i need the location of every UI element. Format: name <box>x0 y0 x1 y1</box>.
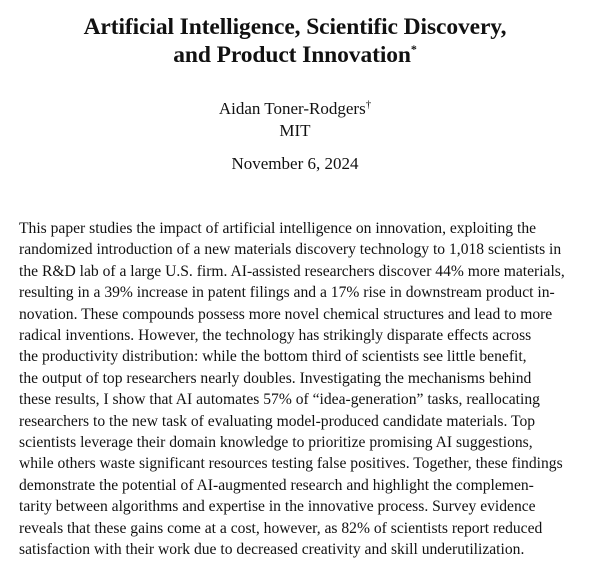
abstract-line: reveals that these gains come at a cost, however, as 82% of scientists report reduced <box>19 519 543 537</box>
abstract-line: satisfaction with their work due to decreased creativity and skill underutilization. <box>19 541 525 559</box>
abstract-line: demonstrate the potential of AI-augmented research and highlight the complemen- <box>19 476 534 494</box>
title-line-1: Artificial Intelligence, Scientific Discovery, <box>83 14 507 40</box>
abstract-line: scientists leverage their domain knowledge to prioritize promising AI suggestions, <box>19 434 533 452</box>
title-line-2 <box>0 41 590 69</box>
abstract <box>19 218 571 561</box>
title-footnote-mark[interactable]: * <box>410 42 417 57</box>
author-affiliation: MIT <box>279 121 311 140</box>
abstract-line: while others waste significant resources testing false positives. Together, these findings <box>19 455 563 473</box>
abstract-line: the productivity distribution: while the bottom third of scientists see little benefit, <box>19 348 527 366</box>
paper-title <box>0 13 590 69</box>
abstract-line: radical inventions. However, the technology has strikingly disparate effects across <box>19 327 532 345</box>
abstract-line: randomized introduction of a new materials discovery technology to 1,018 scientists in <box>19 241 562 259</box>
abstract-line: these results, I show that AI automates 57% of “idea-generation” tasks, reallocating <box>19 391 540 409</box>
paper-date: November 6, 2024 <box>231 154 359 173</box>
abstract-line: researchers to the new task of evaluating model-produced candidate materials. Top <box>19 412 536 430</box>
abstract-line: the R&D lab of a large U.S. firm. AI-assisted researchers discover 44% more materials, <box>19 262 565 280</box>
abstract-line: novation. These compounds possess more novel chemical structures and lead to more <box>19 305 553 323</box>
abstract-line: the output of top researchers nearly doubles. Investigating the mechanisms behind <box>19 369 532 387</box>
abstract-line: tarity between algorithms and expertise in the innovative process. Survey evidence <box>19 498 536 516</box>
author-footnote-mark[interactable]: † <box>365 98 372 111</box>
abstract-line: This paper studies the impact of artificial intelligence on innovation, exploiting the <box>19 220 537 237</box>
author-block <box>0 98 590 142</box>
title-line-2-text: and Product Innovation <box>173 42 411 68</box>
author-name: Aidan Toner-Rodgers <box>218 99 366 118</box>
author-name-line <box>0 98 590 120</box>
abstract-line: resulting in a 39% increase in patent filings and a 17% rise in downstream product in- <box>19 284 555 302</box>
